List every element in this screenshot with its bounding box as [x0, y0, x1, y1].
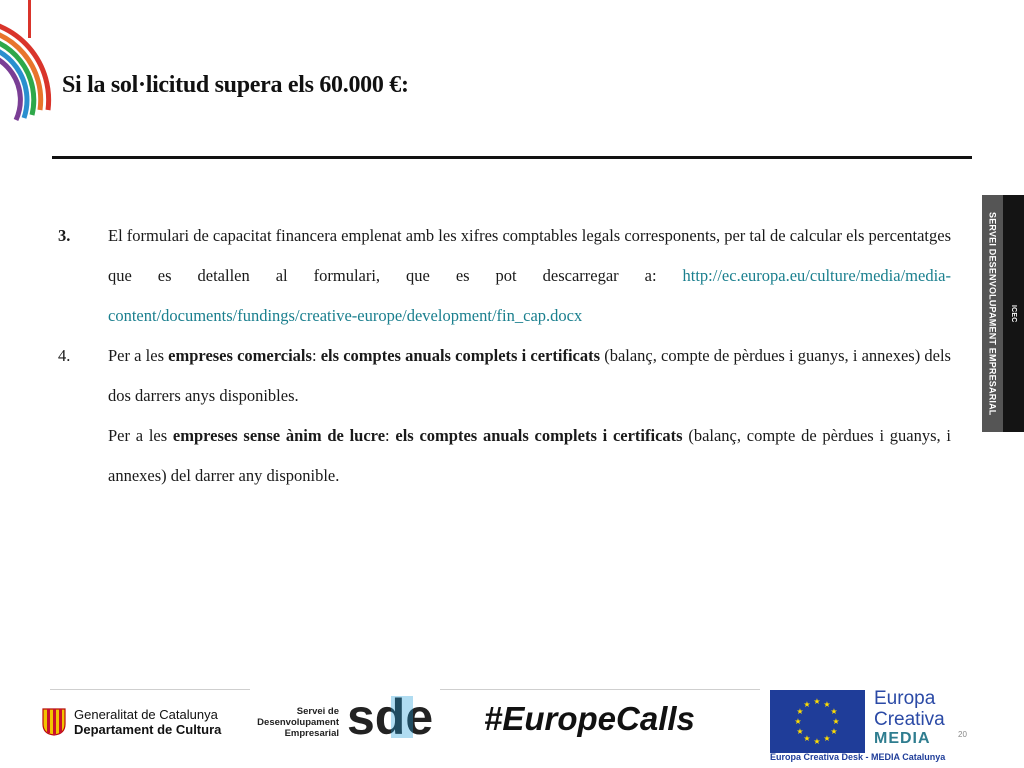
item-text: Per a les [108, 346, 169, 365]
generalitat-logo [42, 707, 221, 737]
item-text: Per a les [108, 426, 173, 445]
page-number: 20 [958, 730, 967, 739]
svg-text:★: ★ [803, 700, 811, 709]
svg-text:★: ★ [813, 737, 821, 746]
desk-label: Europa Creativa Desk - MEDIA Catalunya [770, 752, 946, 762]
svg-text:★: ★ [796, 727, 804, 736]
svg-text:★: ★ [830, 727, 838, 736]
list-item-body [108, 336, 951, 416]
svg-text:★: ★ [832, 717, 840, 726]
svg-text:★: ★ [823, 700, 831, 709]
sde-logo [347, 688, 434, 745]
item-bold-text: els comptes anuals complets i certificats [320, 346, 601, 365]
svg-text:★: ★ [796, 707, 804, 716]
item-text: (balanç, compte de pèrdues i guanys, i annexes) dels dos darrers anys disponibles. [108, 346, 951, 405]
list-number: 3. [58, 226, 71, 245]
creativa-line2: Creativa [874, 709, 945, 730]
sde-name-line2: Desenvolupament [257, 717, 339, 728]
item-bold-text: els comptes anuals complets i certificats [395, 426, 683, 445]
catalan-shield-icon [42, 708, 66, 736]
side-tab-dark-strip [1003, 195, 1024, 432]
eu-flag-icon [770, 690, 865, 753]
list-item-3 [58, 216, 951, 336]
svg-text:★: ★ [803, 734, 811, 743]
footer-divider-left [50, 689, 250, 690]
creativa-line1: Europa [874, 688, 936, 709]
svg-text:★: ★ [823, 734, 831, 743]
hashtag: #EuropeCalls [484, 700, 695, 737]
generalitat-name: Generalitat de Catalunya [74, 707, 218, 722]
list-item-body [108, 216, 951, 336]
side-tab [982, 195, 1024, 432]
department-name: Departament de Cultura [74, 722, 222, 737]
sde-name [253, 706, 339, 739]
europa-creativa-logo [874, 688, 945, 748]
list-item-continuation [108, 416, 951, 496]
sde-name-line1: Servei de [296, 706, 339, 717]
list-number: 4. [58, 346, 71, 365]
svg-text:★: ★ [813, 697, 821, 706]
sde-name-line3: Empresarial [284, 728, 339, 739]
side-tab-label-strip [982, 195, 1003, 432]
colored-arcs-logo [0, 0, 60, 160]
item-text: : [311, 346, 321, 365]
item-bold-text: empreses sense ànim de lucre [172, 426, 386, 445]
svg-text:★: ★ [794, 717, 802, 726]
svg-text:★: ★ [830, 707, 838, 716]
title-divider [52, 156, 972, 159]
download-link[interactable]: http://ec.europa.eu/culture/media/media-content/documents/fundings/creative-europe/development/fin_cap.docx [108, 266, 951, 325]
item-text: El formulari de capacitat financera emplenat amb les xifres comptables legals corresponents, per tal de calcular els percentatges que es detallen al formulari, que es pot descarregar a: [108, 226, 951, 285]
item-text: : [385, 426, 396, 445]
side-tab-small-label: ICEC [1010, 304, 1017, 323]
item-bold-text: empreses comercials [168, 346, 312, 365]
item-text: (balanç, compte de pèrdues i guanys, i annexes) del darrer any disponible. [108, 426, 951, 485]
footer-divider-middle [440, 689, 760, 690]
slide-content [58, 216, 951, 496]
side-tab-label: SERVEI DESENVOLUPAMENT EMPRESARIAL [987, 211, 998, 416]
sde-logo-text: sde [347, 689, 434, 745]
slide-title: Si la sol·licitud supera els 60.000 €: [62, 72, 409, 98]
list-item-4 [58, 336, 951, 416]
media-wordmark: MEDIA [874, 730, 931, 747]
